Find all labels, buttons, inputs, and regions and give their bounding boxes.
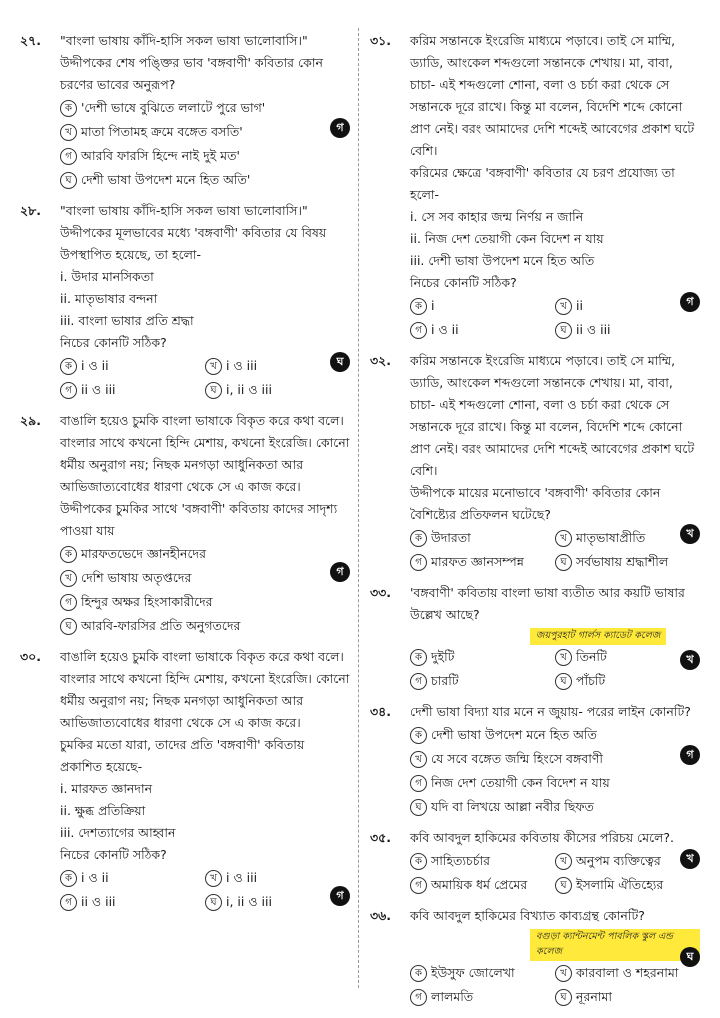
- answer-badge: ঘ: [330, 352, 350, 372]
- question-32: [370, 350, 700, 574]
- source-tag: বগুড়া ক্যান্টনমেন্ট পাবলিক স্কুল এন্ড কলেজ: [530, 929, 700, 961]
- statement-3: iii. দেশী ভাষা উপদেশ মনে হিত অতি: [410, 253, 595, 268]
- answer-badge: গ: [330, 886, 350, 906]
- question-35: [370, 827, 700, 897]
- answer-badge: ঘ: [680, 947, 700, 967]
- question-number: ৩৩.: [370, 585, 392, 600]
- option-ga[interactable]: গ নিজ দেশ তেয়াগী কেন বিদেশ ন যায়: [410, 771, 700, 795]
- option-ka[interactable]: ক উদারতা: [410, 526, 555, 550]
- question-number: ২৭.: [20, 33, 42, 48]
- answer-badge: খ: [680, 650, 700, 670]
- option-ga[interactable]: গ হিন্দুর অক্ষর হিংসাকারীদের: [60, 590, 350, 614]
- option-ka[interactable]: ক i ও ii: [60, 866, 205, 890]
- statement-1: i. সে সব কাহার জন্ম নির্ণয় ন জানি: [410, 209, 584, 224]
- option-ka[interactable]: ক দুইটি: [410, 645, 555, 669]
- answer-badge: খ: [680, 524, 700, 544]
- question-stem: বাঙালি হয়েও চুমকি বাংলা ভাষাকে বিকৃত করে কথা বলে। বাংলার সাথে কখনো হিন্দি মেশায়, কখনো ইংরেজি। কোনো ধর্মীয় অনুরাগ নয়; নিছক মনগড়া আধুনিকতা আর আভিজাত্যবোধের ধারণা থেকে সে এ কাজ করে।: [60, 649, 350, 730]
- option-kha[interactable]: খ কারবালা ও শহরনামা: [555, 961, 700, 985]
- question-stem: বাঙালি হয়েও চুমকি বাংলা ভাষাকে বিকৃত করে কথা বলে। বাংলার সাথে কখনো হিন্দি মেশায়, কখনো ইংরেজি। কোনো ধর্মীয় অনুরাগ নয়; নিছক মনগড়া আধুনিকতা আর আভিজাত্যবোধের ধারণা থেকে সে এ কাজ করে।: [60, 413, 350, 494]
- question-ask: করিমের ক্ষেত্রে 'বঙ্গবাণী' কবিতার যে চরণ প্রযোজ্য তা হলো-: [410, 165, 675, 202]
- option-kha[interactable]: খ অনুপম ব্যক্তিত্বের: [555, 849, 700, 873]
- option-ka[interactable]: ক দেশী ভাষা উপদেশ মনে হিত অতি: [410, 723, 700, 747]
- option-kha[interactable]: খ দেশি ভাষায় অতৃপ্তদের: [60, 566, 350, 590]
- option-ga[interactable]: গ লালমতি: [410, 985, 555, 1009]
- question-stem: 'বঙ্গবাণী' কবিতায় বাংলা ভাষা ব্যতীত আর কয়টি ভাষার উল্লেখ আছে?: [410, 585, 685, 622]
- option-kha[interactable]: খ i ও iii: [205, 354, 350, 378]
- option-ka[interactable]: ক 'দেশী ভাষে বুঝিতে ললাটে পুরে ভাগ': [60, 96, 350, 120]
- question-27: [20, 30, 350, 192]
- question-ask: উদ্দীপকে মায়ের মনোভাবে 'বঙ্গবাণী' কবিতার কোন বৈশিষ্ট্যের প্রতিফলন ঘটেছে?: [410, 485, 661, 522]
- statement-3: iii. দেশত্যাগের আহ্বান: [60, 825, 176, 840]
- question-stem: করিম সন্তানকে ইংরেজি মাধ্যমে পড়াবে। তাই সে মাম্মি, ড্যাডি, আংকেল শব্দগুলো সন্তানকে শেখায়। মা, বাবা, চাচা- এই শব্দগুলো শোনা, বলা ও চর্চা করা থেকে সে সন্তানকে দূরে রাখে। কিন্তু মা বলেন, বিদেশি শব্দে কোনো প্রাণ নেই। বরং আমাদের দেশি শব্দেই আবেগের প্রকাশ ঘটে বেশি।: [410, 33, 695, 158]
- option-gha[interactable]: ঘ নূরনামা: [555, 985, 700, 1009]
- option-gha[interactable]: ঘ i, ii ও iii: [205, 890, 350, 914]
- question-36: [370, 905, 700, 1009]
- option-ka[interactable]: ক i ও ii: [60, 354, 205, 378]
- question-33: [370, 582, 700, 693]
- option-gha[interactable]: ঘ i, ii ও iii: [205, 378, 350, 402]
- question-number: ৩০.: [20, 649, 42, 664]
- option-gha[interactable]: ঘ আরবি-ফারসির প্রতি অনুগতদের: [60, 614, 350, 638]
- option-kha[interactable]: খ মাতৃভাষাপ্রীতি: [555, 526, 700, 550]
- question-29: [20, 410, 350, 638]
- option-ga[interactable]: গ ii ও iii: [60, 890, 205, 914]
- question-ask: উদ্দীপকের চুমকির সাথে 'বঙ্গবাণী' কবিতায় কাদের সাদৃশ্য পাওয়া যায়: [60, 501, 338, 538]
- statement-2: ii. মাতৃভাষার বন্দনা: [60, 291, 158, 306]
- question-stem: কবি আবদুল হাকিমের বিখ্যাত কাব্যগ্রন্থ কোনটি?: [410, 908, 645, 923]
- question-stem: কবি আবদুল হাকিমের কবিতায় কীসের পরিচয় মেলে?.: [410, 830, 675, 845]
- option-ga[interactable]: গ আরবি ফারসি হিন্দে নাই দুই মত': [60, 144, 350, 168]
- question-number: ২৯.: [20, 413, 41, 428]
- question-28: [20, 200, 350, 402]
- option-ga[interactable]: গ মারফত জ্ঞানসম্পন্ন: [410, 550, 555, 574]
- question-number: ২৮.: [20, 203, 41, 218]
- option-gha[interactable]: ঘ পাঁচটি: [555, 669, 700, 693]
- option-ga[interactable]: গ চারটি: [410, 669, 555, 693]
- question-30: [20, 646, 350, 914]
- question-stem: করিম সন্তানকে ইংরেজি মাধ্যমে পড়াবে। তাই সে মাম্মি, ড্যাডি, আংকেল শব্দগুলো সন্তানকে শেখায়। মা, বাবা, চাচা- এই শব্দগুলো শোনা, বলা ও চর্চা করা থেকে সে সন্তানকে দূরে রাখে। কিন্তু মা বলেন, বিদেশি শব্দে কোনো প্রাণ নেই। বরং আমাদের দেশি শব্দেই আবেগের প্রকাশ ঘটে বেশি।: [410, 353, 695, 478]
- answer-badge: গ: [330, 118, 350, 138]
- question-number: ৩২.: [370, 353, 392, 368]
- answer-badge: খ: [680, 849, 700, 869]
- statement-2: ii. নিজ দেশ তেয়াগী কেন বিদেশ ন যায়: [410, 231, 604, 246]
- statement-1: i. উদার মানসিকতা: [60, 269, 154, 284]
- option-kha[interactable]: খ মাতা পিতামহ ক্রমে বঙ্গেত বসতি': [60, 120, 350, 144]
- option-gha[interactable]: ঘ সর্বভাষায় শ্রদ্ধাশীল: [555, 550, 700, 574]
- question-stem: "বাংলা ভাষায় কাঁদি-হাসি সকল ভাষা ভালোবাসি।" উদ্দীপকের শেষ পঙ্ক্তির ভাব 'বঙ্গবাণী' কবিতার কোন চরণের ভাবের অনুরূপ?: [60, 33, 323, 92]
- option-gha[interactable]: ঘ ii ও iii: [555, 318, 700, 342]
- question-31: [370, 30, 700, 342]
- question-ask: চুমকির মতো যারা, তাদের প্রতি 'বঙ্গবাণী' কবিতায় প্রকাশিত হয়েছে-: [60, 737, 305, 774]
- question-stem: "বাংলা ভাষায় কাঁদি-হাসি সকল ভাষা ভালোবাসি।" উদ্দীপকের মূলভাবের মধ্যে 'বঙ্গবাণী' কবিতার যে বিষয় উপস্থাপিত হয়েছে, তা হলো-: [60, 203, 327, 262]
- option-ga[interactable]: গ অমায়িক ধর্ম প্রেমের: [410, 873, 555, 897]
- option-ka[interactable]: ক সাহিত্যচর্চার: [410, 849, 555, 873]
- statement-3: iii. বাংলা ভাষার প্রতি শ্রদ্ধা: [60, 313, 194, 328]
- option-gha[interactable]: ঘ দেশী ভাষা উপদেশ মনে হিত অতি': [60, 168, 350, 192]
- answer-badge: গ: [680, 745, 700, 765]
- option-ka[interactable]: ক ইউসুফ জোলেখা: [410, 961, 555, 985]
- option-ga[interactable]: গ ii ও iii: [60, 378, 205, 402]
- question-number: ৩৬.: [370, 908, 392, 923]
- option-kha[interactable]: খ ii: [555, 294, 700, 318]
- question-ask-2: নিচের কোনটি সঠিক?: [410, 275, 517, 290]
- question-number: ৩১.: [370, 33, 391, 48]
- statement-2: ii. ক্ষুব্ধ প্রতিক্রিয়া: [60, 803, 146, 818]
- column-divider: [358, 28, 359, 988]
- option-kha[interactable]: খ i ও iii: [205, 866, 350, 890]
- statement-1: i. মারফত জ্ঞানদান: [60, 781, 153, 796]
- option-gha[interactable]: ঘ ইসলামি ঐতিহ্যের: [555, 873, 700, 897]
- question-number: ৩৪.: [370, 704, 391, 719]
- question-number: ৩৫.: [370, 830, 391, 845]
- source-tag: জয়পুরহাট গার্লস ক্যাডেট কলেজ: [530, 628, 666, 645]
- question-34: [370, 701, 700, 819]
- option-ka[interactable]: ক i: [410, 294, 555, 318]
- option-kha[interactable]: খ যে সবে বঙ্গেত জন্মি হিংসে বঙ্গবাণী: [410, 747, 700, 771]
- answer-badge: গ: [330, 562, 350, 582]
- answer-badge: গ: [680, 292, 700, 312]
- question-stem: দেশী ভাষা বিদ্যা যার মনে ন জুয়ায়- পরের লাইন কোনটি?: [410, 704, 691, 719]
- option-ga[interactable]: গ i ও ii: [410, 318, 555, 342]
- question-ask: নিচের কোনটি সঠিক?: [60, 335, 167, 350]
- left-column: [20, 30, 350, 922]
- option-kha[interactable]: খ তিনটি: [555, 645, 700, 669]
- question-ask-2: নিচের কোনটি সঠিক?: [60, 847, 167, 862]
- option-gha[interactable]: ঘ যদি বা লিখয়ে আল্লা নবীর ছিফত: [410, 795, 700, 819]
- right-column: [370, 30, 700, 1017]
- option-ka[interactable]: ক মারফতভেদে জ্ঞানহীনদের: [60, 542, 350, 566]
